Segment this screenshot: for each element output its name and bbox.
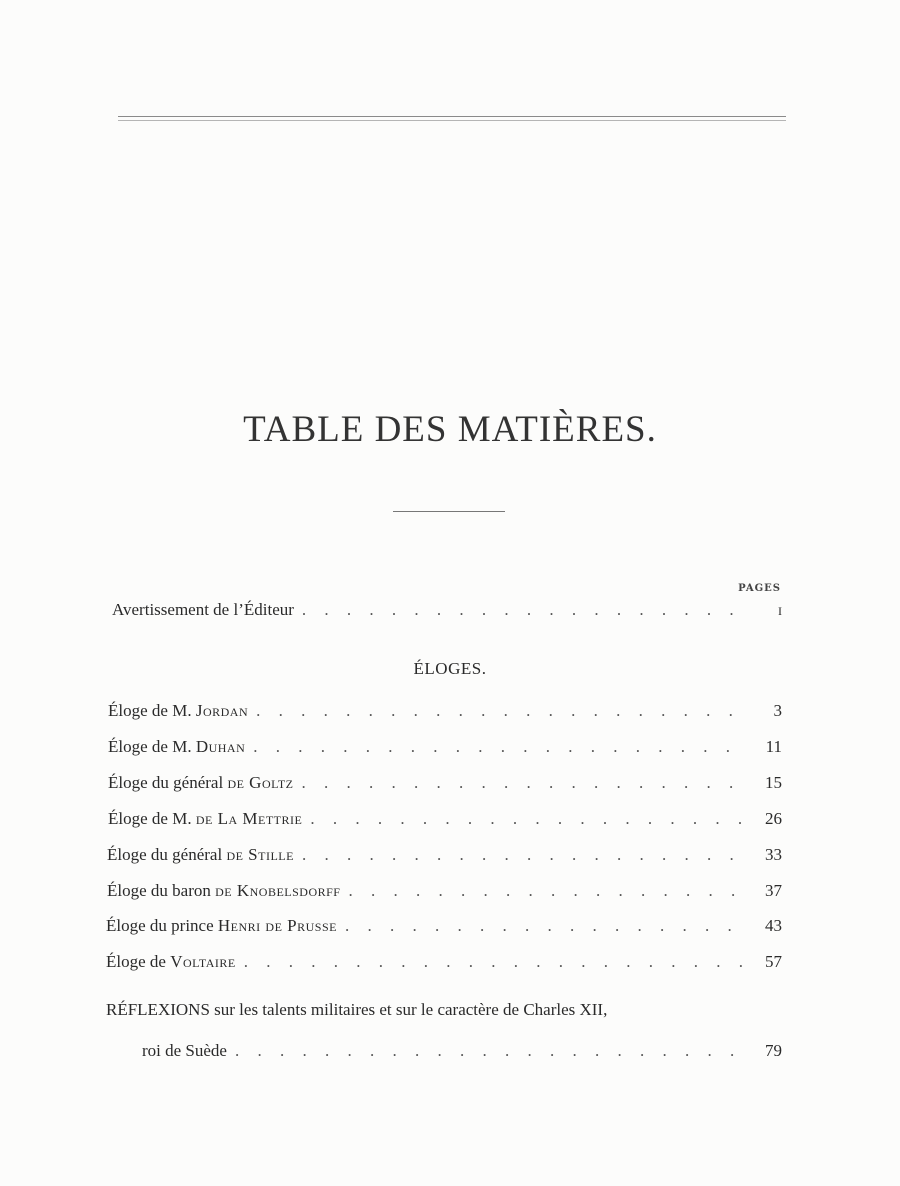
toc-entry-name: Voltaire	[170, 952, 236, 971]
toc-entry-eloge[interactable]	[108, 773, 782, 793]
toc-entry-name: Jordan	[195, 701, 249, 720]
toc-entry-prefix: Éloge du général	[108, 773, 224, 792]
toc-entry-eloge[interactable]	[106, 952, 782, 972]
leader-dots	[349, 881, 747, 901]
toc-entry-label	[107, 845, 294, 865]
toc-entry-page: 3	[773, 701, 782, 720]
toc-entry-name: de Knobelsdorff	[215, 881, 341, 900]
toc-entry-prefix: Éloge de M.	[108, 809, 192, 828]
toc-entry-page: 33	[765, 845, 782, 864]
pages-column-label: PAGES	[738, 583, 781, 594]
toc-entry-page: 79	[765, 1041, 782, 1060]
leader-dots	[253, 737, 746, 757]
toc-entry-page: 11	[765, 737, 782, 756]
toc-entry-eloge[interactable]	[108, 809, 782, 829]
leader-dots	[302, 773, 746, 793]
leader-dots	[302, 600, 746, 620]
leader-dots	[256, 701, 746, 721]
toc-entry-reflexions-line1[interactable]: RÉFLEXIONS sur les talents militaires et sur le caractère de Charles XII,	[106, 1000, 608, 1019]
toc-entry-name: de La Mettrie	[195, 809, 303, 828]
leader-dots	[345, 916, 746, 936]
toc-entry-prefix: Éloge de M.	[108, 701, 192, 720]
toc-entry-label	[108, 809, 302, 829]
leader-dots	[302, 845, 746, 865]
top-rule-secondary	[118, 120, 786, 121]
toc-entry-eloge[interactable]	[106, 916, 782, 936]
top-rule	[118, 116, 786, 117]
toc-entry-label	[107, 881, 341, 901]
toc-entry-page: 43	[765, 916, 782, 935]
toc-entry-page: 15	[765, 773, 782, 792]
toc-entry-reflexions[interactable]	[142, 1041, 782, 1061]
toc-entry-label: roi de Suède	[142, 1041, 227, 1060]
toc-entry-page: 26	[765, 809, 782, 828]
toc-entry-page: I	[778, 604, 782, 618]
title-divider	[393, 511, 505, 512]
toc-entry-page: 57	[765, 952, 782, 971]
toc-entry-prefix: Éloge du prince	[106, 916, 214, 935]
toc-entry-prefix: Éloge du baron	[107, 881, 211, 900]
toc-entry-name: de Goltz	[227, 773, 294, 792]
toc-entry-page: 37	[765, 881, 782, 900]
toc-entry-name: Henri de Prusse	[217, 916, 337, 935]
toc-entry-eloge[interactable]	[108, 737, 782, 757]
toc-entry-prefix: Éloge de	[106, 952, 166, 971]
section-heading-eloges: ÉLOGES.	[413, 659, 487, 678]
toc-entry-label	[108, 701, 248, 721]
toc-entry-name: Duhan	[195, 737, 246, 756]
leader-dots	[310, 809, 746, 829]
toc-entry-label	[106, 952, 236, 972]
toc-entry-eloge[interactable]	[107, 881, 782, 901]
toc-entry-eloge[interactable]	[107, 845, 782, 865]
leader-dots	[235, 1041, 746, 1061]
toc-entry-name: de Stille	[226, 845, 294, 864]
page-title: TABLE DES MATIÈRES.	[243, 409, 657, 450]
leader-dots	[244, 952, 746, 972]
toc-entry-prefix: Éloge du général	[107, 845, 223, 864]
toc-entry-label	[106, 916, 337, 936]
toc-entry-label	[108, 773, 294, 793]
toc-entry-label	[108, 737, 245, 757]
toc-entry-avertissement[interactable]	[112, 600, 782, 620]
toc-entry-label: Avertissement de l’Éditeur	[112, 600, 294, 619]
toc-entry-prefix: Éloge de M.	[108, 737, 192, 756]
toc-entry-eloge[interactable]	[108, 701, 782, 721]
